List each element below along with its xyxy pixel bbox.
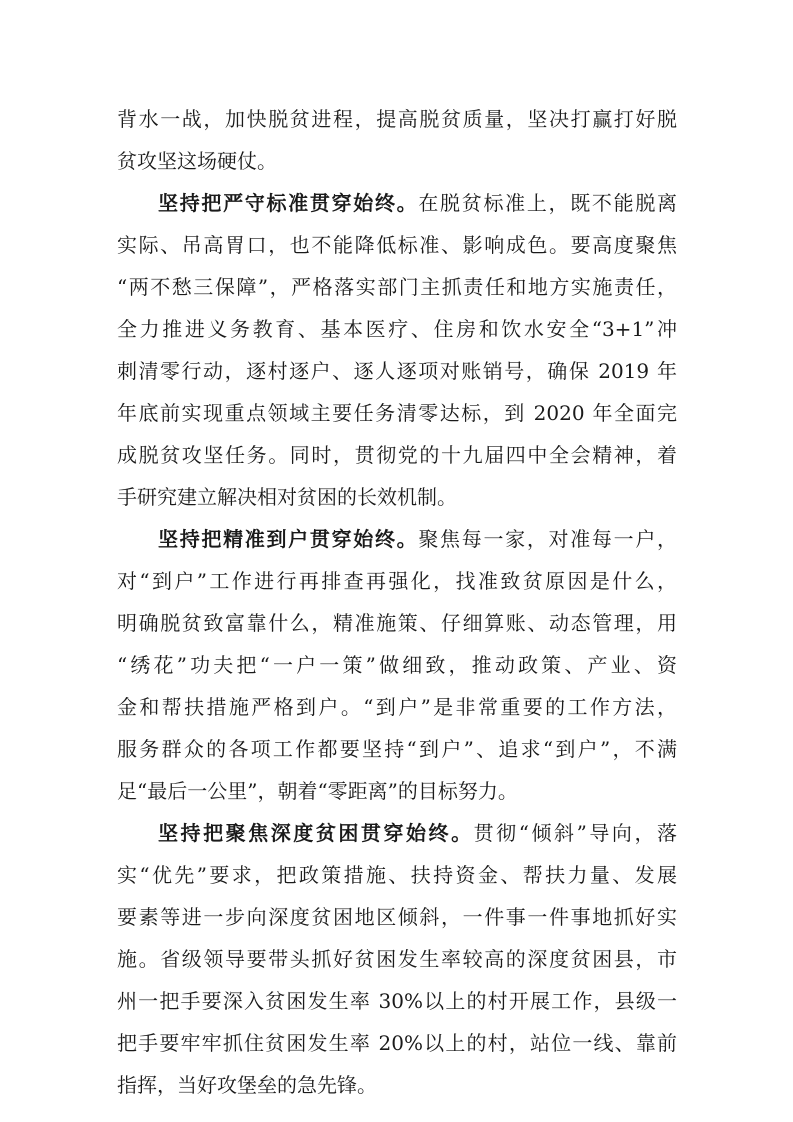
text-line: 施。省级领导要带头抓好贫困发生率较高的深度贫困县，市 <box>117 947 677 971</box>
text-line: 手研究建立解决相对贫困的长效机制。 <box>117 485 457 509</box>
paragraph-heading: 坚持把聚焦深度贫困贯穿始终。 <box>158 821 474 845</box>
text-line: 服务群众的各项工作都要坚持“到户”、追求“到户”，不满 <box>117 737 677 761</box>
document-page <box>117 98 677 1106</box>
text-line: 全力推进义务教育、基本医疗、住房和饮水安全“3+1”冲 <box>117 317 677 341</box>
text-line: 刺清零行动，逐村逐户、逐人逐项对账销号，确保 2019 年 <box>117 359 677 383</box>
text-line: 贫攻坚这场硬仗。 <box>117 149 277 173</box>
text-line: 指挥，当好攻堡垒的急先锋。 <box>117 1073 377 1097</box>
text-run: 贯彻“倾斜”导向，落 <box>473 821 677 845</box>
text-line: 金和帮扶措施严格到户。“到户”是非常重要的工作方法， <box>117 695 677 719</box>
text-line: 成脱贫攻坚任务。同时，贯彻党的十九届四中全会精神，着 <box>117 443 677 467</box>
paragraph-intro <box>117 98 677 182</box>
text-line: 年底前实现重点领域主要任务清零达标，到 2020 年全面完 <box>117 401 677 425</box>
text-line: 实际、吊高胃口，也不能降低标准、影响成色。要高度聚焦 <box>117 233 677 257</box>
text-line: 明确脱贫致富靠什么，精准施策、仔细算账、动态管理，用 <box>117 611 677 635</box>
paragraph-heading: 坚持把严守标准贯穿始终。 <box>158 191 419 215</box>
text-run: 在脱贫标准上，既不能脱离 <box>418 191 678 215</box>
text-line: 把手要牢牢抓住贫困发生率 20%以上的村，站位一线、靠前 <box>117 1031 677 1055</box>
text-line: “绣花”功夫把“一户一策”做细致，推动政策、产业、资 <box>117 653 677 677</box>
text-line: 对“到户”工作进行再排查再强化，找准致贫原因是什么， <box>117 569 677 593</box>
text-line <box>117 182 677 224</box>
text-line: “两不愁三保障”，严格落实部门主抓责任和地方实施责任， <box>117 275 677 299</box>
text-line: 实“优先”要求，把政策措施、扶持资金、帮扶力量、发展 <box>117 863 677 887</box>
paragraph-household <box>117 518 677 812</box>
text-line: 足“最后一公里”，朝着“零距离”的目标努力。 <box>117 779 518 803</box>
text-run: 聚焦每一家，对准每一户， <box>418 527 678 551</box>
paragraph-heading: 坚持把精准到户贯穿始终。 <box>158 527 419 551</box>
text-line: 要素等进一步向深度贫困地区倾斜，一件事一件事地抓好实 <box>117 905 677 929</box>
paragraph-standards <box>117 182 677 518</box>
text-line: 州一把手要深入贫困发生率 30%以上的村开展工作，县级一 <box>117 989 677 1013</box>
paragraph-deep-poverty <box>117 812 677 1106</box>
text-line: 背水一战，加快脱贫进程，提高脱贫质量，坚决打赢打好脱 <box>117 107 677 131</box>
text-line <box>117 812 677 854</box>
text-line <box>117 518 677 560</box>
